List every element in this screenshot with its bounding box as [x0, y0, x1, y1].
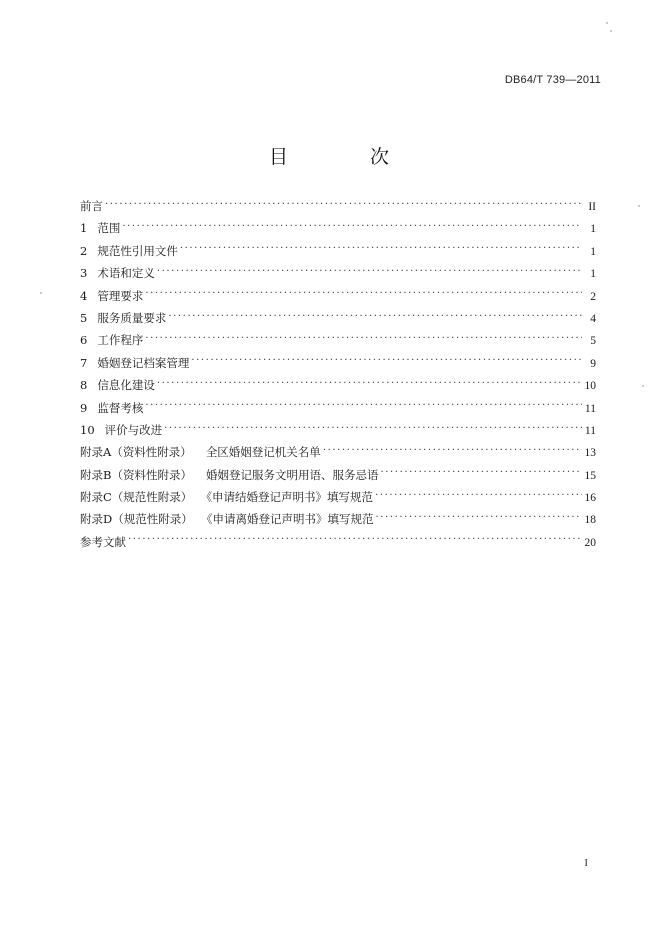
toc-annex-prefix: 附录C（规范性附录） — [80, 490, 193, 505]
toc-entry-foreword[interactable] — [80, 195, 596, 217]
scan-speck — [638, 205, 640, 207]
toc-leader-dots — [375, 490, 582, 502]
toc-leader-dots — [380, 467, 582, 479]
table-of-contents — [80, 195, 596, 553]
toc-entry-label: 范围 — [97, 221, 121, 236]
toc-entry-number: 1 — [80, 221, 88, 236]
toc-entry-number: 6 — [80, 333, 88, 348]
toc-entry-references[interactable] — [80, 531, 596, 553]
toc-entry-page: 15 — [584, 469, 596, 482]
toc-entry-6[interactable] — [80, 329, 596, 351]
toc-leader-dots — [128, 534, 582, 546]
toc-leader-dots — [164, 422, 582, 434]
toc-leader-dots — [157, 266, 582, 278]
toc-entry-page: 5 — [590, 335, 596, 348]
toc-leader-dots — [375, 512, 582, 524]
scan-speck — [40, 292, 42, 294]
toc-entry-number: 9 — [80, 400, 88, 415]
toc-entry-1[interactable] — [80, 217, 596, 239]
scan-speck — [610, 30, 612, 32]
toc-leader-dots — [191, 355, 582, 367]
toc-entry-number: 7 — [80, 355, 88, 370]
toc-entry-page: 1 — [590, 268, 596, 281]
toc-entry-page: 16 — [584, 492, 596, 505]
toc-entry-page: 18 — [584, 514, 596, 527]
toc-entry-5[interactable] — [80, 307, 596, 329]
toc-entry-label: 术语和定义 — [97, 266, 155, 281]
toc-annex-d[interactable] — [80, 508, 596, 530]
toc-entry-page: 2 — [590, 290, 596, 303]
toc-entry-page: 4 — [590, 312, 596, 325]
toc-leader-dots — [122, 221, 582, 233]
scan-speck — [606, 22, 608, 24]
toc-entry-label: 信息化建设 — [97, 378, 155, 393]
toc-entry-page: II — [588, 201, 596, 213]
toc-entry-page: 1 — [590, 223, 596, 236]
toc-title: 目 次 — [268, 146, 428, 168]
toc-entry-page: 20 — [584, 536, 596, 549]
toc-leader-dots — [105, 199, 582, 211]
toc-leader-dots — [145, 400, 582, 412]
toc-entry-3[interactable] — [80, 262, 596, 284]
toc-entry-page: 11 — [584, 402, 596, 415]
toc-entry-label: 监督考核 — [97, 400, 144, 415]
toc-entry-2[interactable] — [80, 240, 596, 262]
toc-entry-number: 8 — [80, 378, 88, 393]
toc-leader-dots — [157, 378, 582, 390]
toc-entry-label: 前言 — [80, 199, 103, 213]
toc-annex-name: 全区婚姻登记机关名单 — [205, 445, 321, 460]
toc-entry-label: 婚姻登记档案管理 — [97, 355, 190, 370]
toc-entry-label: 评价与改进 — [104, 422, 163, 437]
toc-annex-prefix: 附录D（规范性附录） — [80, 512, 193, 527]
toc-entry-label: 管理要求 — [97, 288, 144, 303]
toc-annex-prefix: 附录B（资料性附录） — [80, 467, 192, 482]
toc-annex-name: 《申请结婚登记声明书》填写规范 — [206, 490, 374, 505]
toc-entry-9[interactable] — [80, 397, 596, 419]
toc-entry-page: 1 — [590, 245, 596, 258]
toc-entry-4[interactable] — [80, 285, 596, 307]
toc-entry-8[interactable] — [80, 374, 596, 396]
toc-annex-c[interactable] — [80, 486, 596, 508]
toc-leader-dots — [168, 310, 582, 322]
toc-entry-label: 工作程序 — [97, 333, 144, 348]
toc-entry-page: 9 — [590, 357, 596, 370]
page-number: I — [584, 857, 588, 869]
toc-entry-number: 4 — [80, 288, 88, 303]
toc-entry-label: 规范性引用文件 — [97, 243, 178, 258]
scan-speck — [642, 385, 644, 387]
toc-entry-label: 参考文献 — [80, 534, 126, 549]
toc-leader-dots — [323, 445, 582, 457]
toc-entry-label: 服务质量要求 — [97, 310, 167, 325]
toc-annex-prefix: 附录A（资料性附录） — [80, 445, 192, 460]
toc-annex-a[interactable] — [80, 441, 596, 463]
toc-annex-name: 《申请离婚登记声明书》填写规范 — [206, 512, 374, 527]
toc-leader-dots — [145, 288, 582, 300]
toc-entry-number: 10 — [80, 422, 95, 437]
toc-entry-number: 5 — [80, 310, 88, 325]
document-code: DB64/T 739—2011 — [504, 74, 601, 86]
toc-leader-dots — [180, 243, 582, 255]
toc-entry-7[interactable] — [80, 352, 596, 374]
toc-entry-page: 13 — [584, 447, 596, 460]
toc-annex-b[interactable] — [80, 464, 596, 486]
toc-entry-number: 2 — [80, 243, 88, 258]
toc-entry-page: 10 — [584, 380, 596, 393]
toc-leader-dots — [145, 333, 582, 345]
toc-annex-name: 婚姻登记服务文明用语、服务忌语 — [205, 467, 379, 482]
toc-entry-10[interactable] — [80, 419, 596, 441]
toc-entry-page: 11 — [584, 424, 596, 437]
toc-entry-number: 3 — [80, 266, 88, 281]
